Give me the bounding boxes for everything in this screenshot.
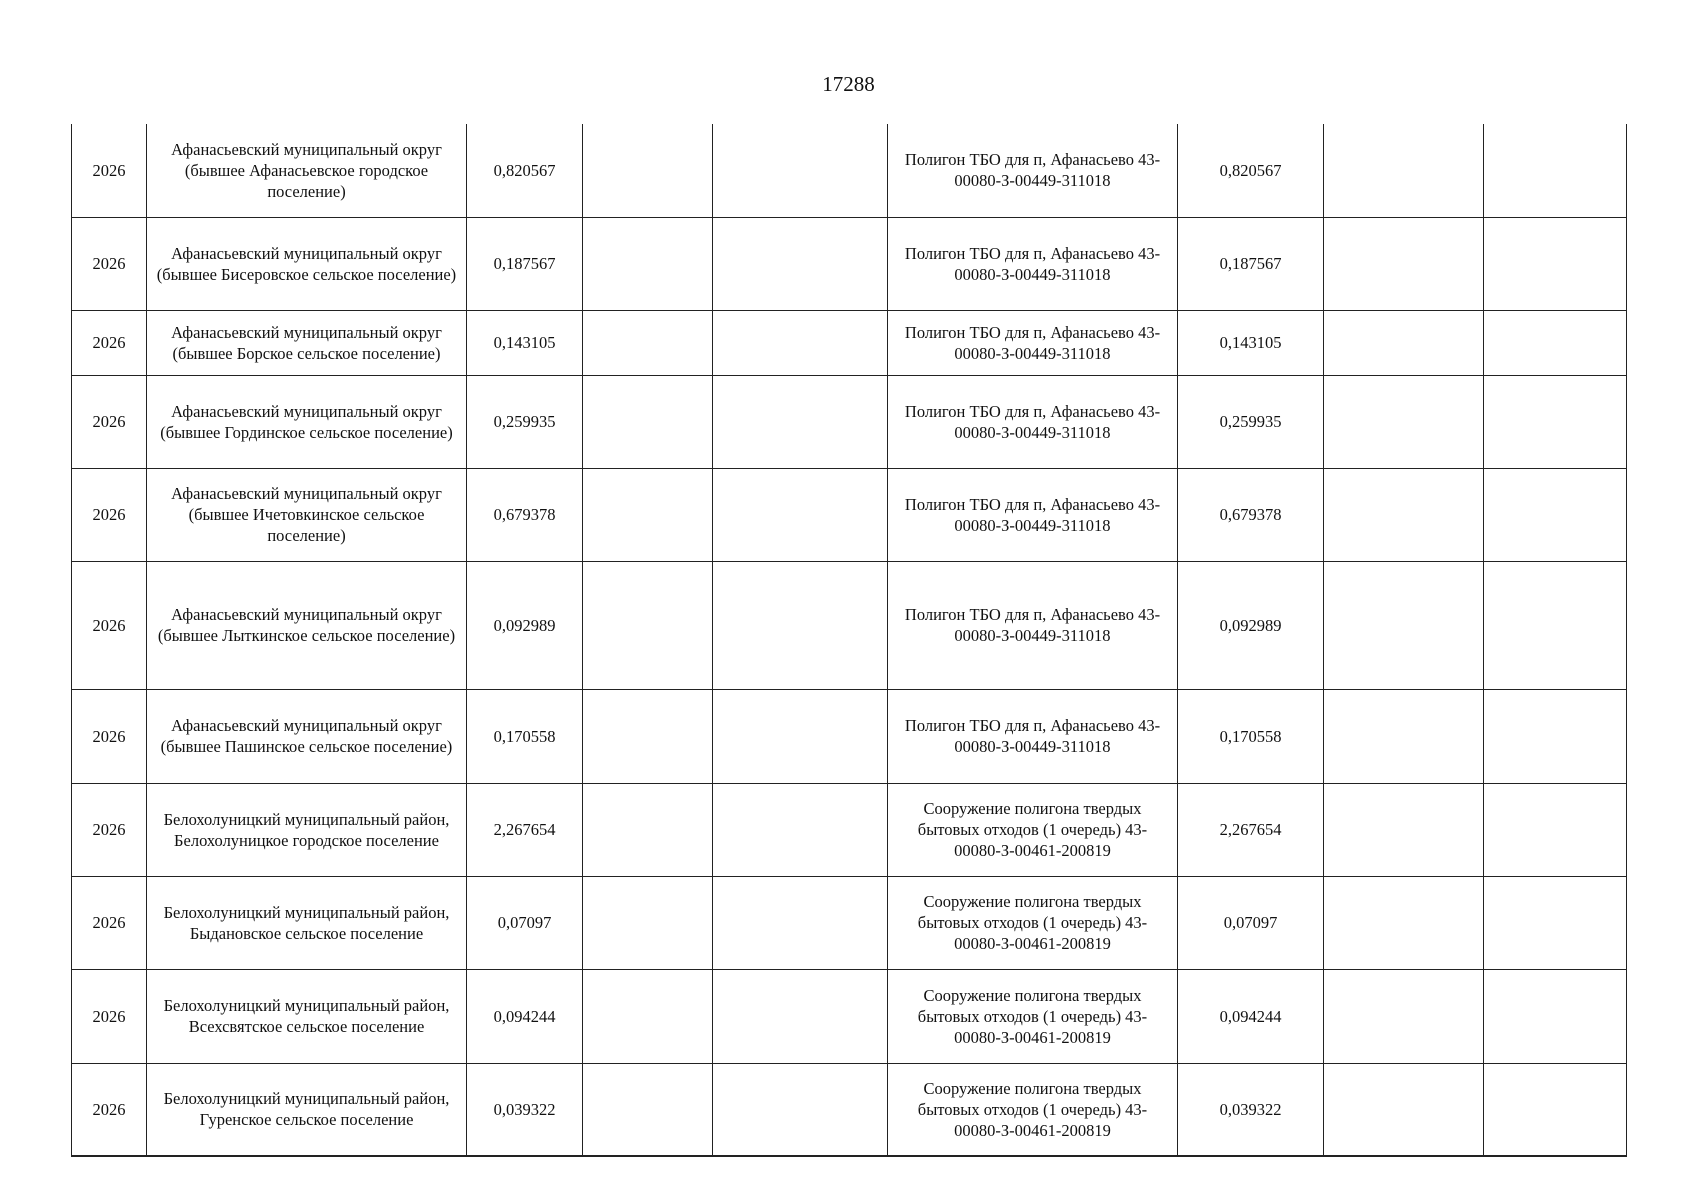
empty-cell-5 [713,1063,888,1156]
empty-cell-4 [583,876,713,969]
empty-cell-4 [583,783,713,876]
amount-cell: 0,679378 [467,468,583,561]
table-row [72,468,1627,561]
facility-cell: Полигон ТБО для п, Афанасьево 43-00080-З-00449-311018 [888,310,1178,375]
empty-cell-9 [1484,375,1627,468]
facility-cell: Полигон ТБО для п, Афанасьево 43-00080-З-00449-311018 [888,124,1178,217]
municipality-cell: Афанасьевский муниципальный округ (бывшее Пашинское сельское поселение) [147,689,467,783]
amount2-cell: 0,094244 [1178,969,1324,1063]
facility-cell: Полигон ТБО для п, Афанасьево 43-00080-З-00449-311018 [888,217,1178,310]
amount-cell: 0,170558 [467,689,583,783]
empty-cell-4 [583,1063,713,1156]
amount-cell: 0,092989 [467,561,583,689]
amount-cell: 0,820567 [467,124,583,217]
municipality-cell: Белохолуницкий муниципальный район, Белохолуницкое городское поселение [147,783,467,876]
empty-cell-5 [713,124,888,217]
table-row [72,375,1627,468]
empty-cell-9 [1484,468,1627,561]
empty-cell-9 [1484,124,1627,217]
empty-cell-9 [1484,310,1627,375]
municipality-cell: Афанасьевский муниципальный округ (бывшее Афанасьевское городское поселение) [147,124,467,217]
table-row [72,876,1627,969]
empty-cell-8 [1324,217,1484,310]
empty-cell-9 [1484,689,1627,783]
table-row [72,689,1627,783]
amount2-cell: 0,039322 [1178,1063,1324,1156]
facility-cell: Сооружение полигона твердых бытовых отходов (1 очередь) 43-00080-З-00461-200819 [888,969,1178,1063]
empty-cell-8 [1324,689,1484,783]
empty-cell-4 [583,561,713,689]
facility-cell: Сооружение полигона твердых бытовых отходов (1 очередь) 43-00080-З-00461-200819 [888,876,1178,969]
table-row [72,1063,1627,1156]
empty-cell-8 [1324,468,1484,561]
municipality-cell: Белохолуницкий муниципальный район, Гуренское сельское поселение [147,1063,467,1156]
amount2-cell: 0,092989 [1178,561,1324,689]
waste-distribution-table [71,124,1627,1157]
empty-cell-9 [1484,783,1627,876]
year-cell: 2026 [72,217,147,310]
amount2-cell: 0,259935 [1178,375,1324,468]
facility-cell: Полигон ТБО для п, Афанасьево 43-00080-З-00449-311018 [888,468,1178,561]
empty-cell-5 [713,375,888,468]
table-row [72,124,1627,217]
facility-cell: Полигон ТБО для п, Афанасьево 43-00080-З-00449-311018 [888,561,1178,689]
empty-cell-8 [1324,561,1484,689]
empty-cell-9 [1484,876,1627,969]
municipality-cell: Афанасьевский муниципальный округ (бывшее Борское сельское поселение) [147,310,467,375]
amount-cell: 0,039322 [467,1063,583,1156]
amount2-cell: 0,07097 [1178,876,1324,969]
year-cell: 2026 [72,375,147,468]
municipality-cell: Афанасьевский муниципальный округ (бывшее Ичетовкинское сельское поселение) [147,468,467,561]
empty-cell-8 [1324,783,1484,876]
amount2-cell: 2,267654 [1178,783,1324,876]
empty-cell-8 [1324,876,1484,969]
empty-cell-5 [713,468,888,561]
amount2-cell: 0,143105 [1178,310,1324,375]
empty-cell-4 [583,217,713,310]
table-row [72,783,1627,876]
facility-cell: Сооружение полигона твердых бытовых отходов (1 очередь) 43-00080-З-00461-200819 [888,783,1178,876]
empty-cell-4 [583,468,713,561]
facility-cell: Полигон ТБО для п, Афанасьево 43-00080-З-00449-311018 [888,689,1178,783]
amount-cell: 0,143105 [467,310,583,375]
year-cell: 2026 [72,561,147,689]
empty-cell-9 [1484,1063,1627,1156]
year-cell: 2026 [72,689,147,783]
empty-cell-5 [713,561,888,689]
table-row [72,217,1627,310]
year-cell: 2026 [72,783,147,876]
empty-cell-9 [1484,969,1627,1063]
facility-cell: Сооружение полигона твердых бытовых отходов (1 очередь) 43-00080-З-00461-200819 [888,1063,1178,1156]
municipality-cell: Афанасьевский муниципальный округ (бывшее Гординское сельское поселение) [147,375,467,468]
amount-cell: 0,259935 [467,375,583,468]
empty-cell-5 [713,217,888,310]
table-body [72,124,1627,1156]
table-row [72,310,1627,375]
table-row [72,561,1627,689]
empty-cell-8 [1324,969,1484,1063]
amount-cell: 0,187567 [467,217,583,310]
empty-cell-4 [583,969,713,1063]
year-cell: 2026 [72,1063,147,1156]
empty-cell-9 [1484,217,1627,310]
year-cell: 2026 [72,310,147,375]
empty-cell-4 [583,310,713,375]
empty-cell-5 [713,876,888,969]
empty-cell-5 [713,689,888,783]
empty-cell-9 [1484,561,1627,689]
municipality-cell: Белохолуницкий муниципальный район, Всехсвятское сельское поселение [147,969,467,1063]
empty-cell-8 [1324,1063,1484,1156]
amount2-cell: 0,679378 [1178,468,1324,561]
empty-cell-8 [1324,310,1484,375]
empty-cell-4 [583,124,713,217]
municipality-cell: Афанасьевский муниципальный округ (бывшее Бисеровское сельское поселение) [147,217,467,310]
amount2-cell: 0,820567 [1178,124,1324,217]
amount-cell: 0,094244 [467,969,583,1063]
municipality-cell: Белохолуницкий муниципальный район, Быдановское сельское поселение [147,876,467,969]
year-cell: 2026 [72,969,147,1063]
empty-cell-8 [1324,124,1484,217]
year-cell: 2026 [72,876,147,969]
year-cell: 2026 [72,124,147,217]
year-cell: 2026 [72,468,147,561]
page-number: 17288 [822,72,875,96]
empty-cell-5 [713,783,888,876]
amount2-cell: 0,187567 [1178,217,1324,310]
empty-cell-5 [713,969,888,1063]
empty-cell-4 [583,375,713,468]
municipality-cell: Афанасьевский муниципальный округ (бывшее Лыткинское сельское поселение) [147,561,467,689]
amount2-cell: 0,170558 [1178,689,1324,783]
amount-cell: 2,267654 [467,783,583,876]
facility-cell: Полигон ТБО для п, Афанасьево 43-00080-З-00449-311018 [888,375,1178,468]
amount-cell: 0,07097 [467,876,583,969]
empty-cell-4 [583,689,713,783]
table-row [72,969,1627,1063]
empty-cell-5 [713,310,888,375]
empty-cell-8 [1324,375,1484,468]
